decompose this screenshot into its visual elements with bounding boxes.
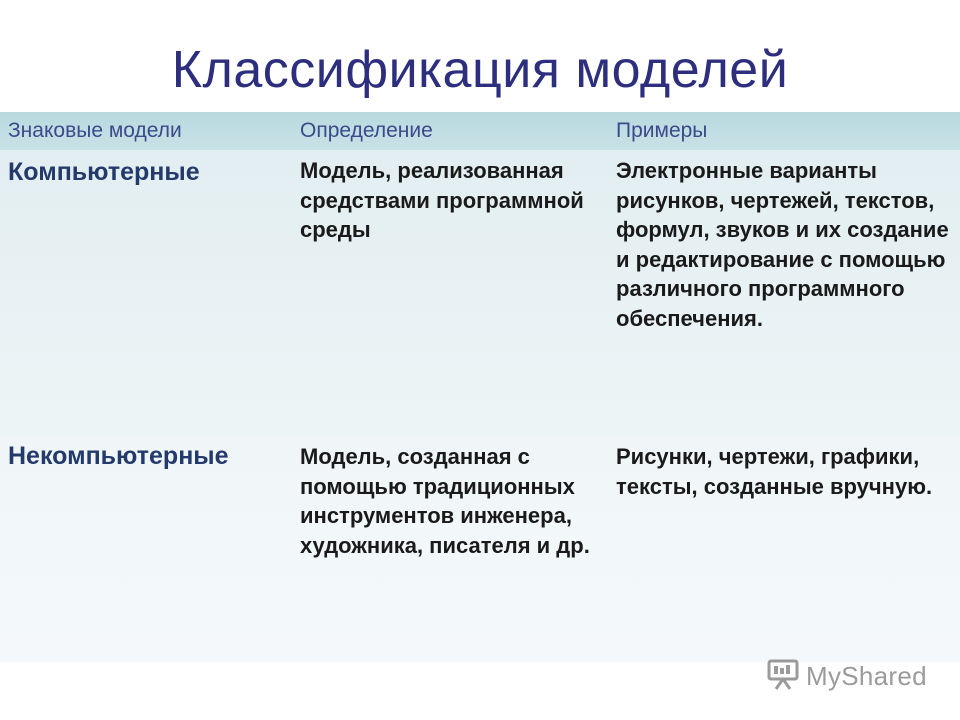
header-examples: Примеры <box>616 119 708 142</box>
definition-computer: Модель, реализованная средствами программной среды <box>300 158 584 242</box>
watermark <box>766 656 927 696</box>
row-label-noncomputer: Некомпьютерные <box>8 442 229 470</box>
table-row <box>0 150 960 436</box>
definition-noncomputer: Модель, созданная с помощью традиционных инструментов инженера, художника, писателя и др. <box>300 444 590 558</box>
table-row <box>0 436 960 662</box>
header-sign-models: Знаковые модели <box>8 119 182 142</box>
row-label-computer: Компьютерные <box>8 158 200 186</box>
presentation-board-icon <box>766 657 800 696</box>
examples-computer: Электронные варианты рисунков, чертежей, текстов, формул, звуков и их создание и редактирование с помощью различного программного обеспечения. <box>616 158 949 331</box>
classification-table <box>0 112 960 662</box>
slide-title: Классификация моделей <box>171 41 789 99</box>
watermark-text: MyShared <box>806 660 927 691</box>
header-definition: Определение <box>300 119 433 142</box>
table-header-row <box>0 112 960 150</box>
examples-noncomputer: Рисунки, чертежи, графики, тексты, созданные вручную. <box>616 444 933 499</box>
